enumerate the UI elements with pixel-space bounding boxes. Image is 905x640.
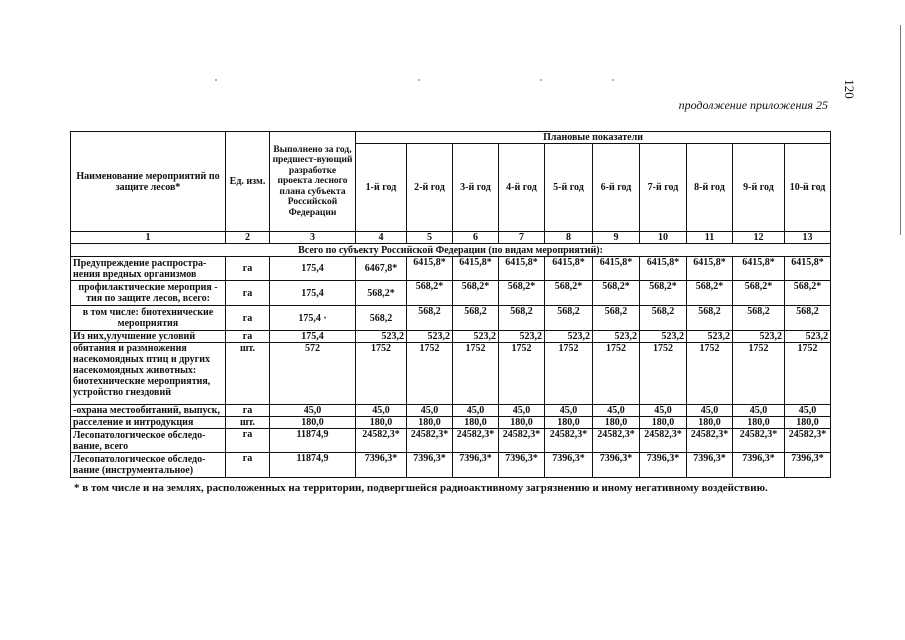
row-value: 45,0 xyxy=(733,405,785,417)
row-value: 1752 xyxy=(499,343,545,405)
row-value: 568,2* xyxy=(733,281,785,306)
row-value: 568,2 xyxy=(687,306,733,331)
row-value: 568,2 xyxy=(785,306,831,331)
col-number: 1 xyxy=(71,232,226,244)
row-value: 568,2 xyxy=(545,306,593,331)
row-name: Из них,улучшение условий xyxy=(71,331,226,343)
row-value: 1752 xyxy=(640,343,687,405)
row-value: 568,2 xyxy=(499,306,545,331)
col-number: 2 xyxy=(226,232,270,244)
row-value: 1752 xyxy=(545,343,593,405)
col-number: 7 xyxy=(499,232,545,244)
row-value: 180,0 xyxy=(545,417,593,429)
row-value: 24582,3* xyxy=(453,429,499,453)
row-value: 1752 xyxy=(733,343,785,405)
row-value: 1752 xyxy=(785,343,831,405)
row-value: 180,0 xyxy=(640,417,687,429)
row-value: 568,2* xyxy=(407,281,453,306)
col-number: 11 xyxy=(687,232,733,244)
row-unit: га xyxy=(226,281,270,306)
row-value: 45,0 xyxy=(593,405,640,417)
col-number: 4 xyxy=(356,232,407,244)
table-row xyxy=(71,281,831,306)
row-value: 180,0 xyxy=(785,417,831,429)
row-name: в том числе: биотехнические мероприятия xyxy=(71,306,226,331)
row-value: 6415,8* xyxy=(687,257,733,281)
row-value: 7396,3* xyxy=(545,453,593,478)
row-value: 45,0 xyxy=(545,405,593,417)
scan-dot xyxy=(612,79,614,81)
row-value: 568,2 xyxy=(356,306,407,331)
row-value: 24582,3* xyxy=(593,429,640,453)
row-value: 568,2 xyxy=(407,306,453,331)
section-title: Всего по субъекту Российской Федерации (по видам мероприятий): xyxy=(71,244,831,257)
col-number: 8 xyxy=(545,232,593,244)
table-row xyxy=(71,405,831,417)
row-value: 523,2 xyxy=(640,331,687,343)
header-unit: Ед. изм. xyxy=(226,132,270,232)
header-year: 7-й год xyxy=(640,144,687,232)
row-value: 45,0 xyxy=(499,405,545,417)
row-value: 1752 xyxy=(407,343,453,405)
row-value: 523,2 xyxy=(785,331,831,343)
row-name: расселение и интродукция xyxy=(71,417,226,429)
row-unit: га xyxy=(226,453,270,478)
row-unit: га xyxy=(226,257,270,281)
row-value: 6415,8* xyxy=(407,257,453,281)
row-done: 175,4 · xyxy=(270,306,356,331)
row-value: 24582,3* xyxy=(545,429,593,453)
row-value: 6415,8* xyxy=(499,257,545,281)
row-unit: шт. xyxy=(226,343,270,405)
row-done: 180,0 xyxy=(270,417,356,429)
row-value: 180,0 xyxy=(499,417,545,429)
header-done: Выполнено за год, предшест-вующий разработке проекта лесного плана субъекта Российской Федерации xyxy=(270,132,356,232)
row-value: 24582,3* xyxy=(640,429,687,453)
row-value: 45,0 xyxy=(407,405,453,417)
row-value: 7396,3* xyxy=(499,453,545,478)
page-number: 120 xyxy=(842,79,857,99)
row-value: 24582,3* xyxy=(407,429,453,453)
row-value: 24582,3* xyxy=(499,429,545,453)
row-value: 523,2 xyxy=(733,331,785,343)
row-value: 568,2 xyxy=(593,306,640,331)
row-value: 568,2* xyxy=(640,281,687,306)
row-value: 6415,8* xyxy=(733,257,785,281)
row-value: 1752 xyxy=(356,343,407,405)
table-row xyxy=(71,306,831,331)
header-year: 3-й год xyxy=(453,144,499,232)
row-value: 1752 xyxy=(687,343,733,405)
row-value: 523,2 xyxy=(499,331,545,343)
row-value: 24582,3* xyxy=(356,429,407,453)
header-year: 10-й год xyxy=(785,144,831,232)
row-unit: га xyxy=(226,429,270,453)
row-unit: га xyxy=(226,331,270,343)
row-value: 7396,3* xyxy=(407,453,453,478)
scan-dot xyxy=(418,79,420,81)
row-value: 568,2* xyxy=(593,281,640,306)
row-value: 45,0 xyxy=(640,405,687,417)
row-done: 175,4 xyxy=(270,257,356,281)
table-row xyxy=(71,417,831,429)
header-year: 9-й год xyxy=(733,144,785,232)
row-name: обитания и размножения насекомоядных птиц и других насекомоядных животных: биотехнические мероприятия, устройство гнездовий xyxy=(71,343,226,405)
row-done: 45,0 xyxy=(270,405,356,417)
row-value: 180,0 xyxy=(407,417,453,429)
row-value: 24582,3* xyxy=(687,429,733,453)
row-value: 180,0 xyxy=(733,417,785,429)
row-value: 1752 xyxy=(593,343,640,405)
row-value: 568,2* xyxy=(545,281,593,306)
forest-protection-table xyxy=(70,131,831,478)
col-number: 3 xyxy=(270,232,356,244)
col-number: 5 xyxy=(407,232,453,244)
table-row xyxy=(71,331,831,343)
row-value: 7396,3* xyxy=(733,453,785,478)
row-value: 180,0 xyxy=(356,417,407,429)
row-done: 11874,9 xyxy=(270,453,356,478)
row-done: 572 xyxy=(270,343,356,405)
footnote: * в том числе и на землях, расположенных на территории, подвергшейся радиоактивному загрязнению и иному негативному воздействию. xyxy=(74,482,768,494)
row-value: 523,2 xyxy=(453,331,499,343)
row-value: 180,0 xyxy=(687,417,733,429)
row-value: 6467,8* xyxy=(356,257,407,281)
row-value: 7396,3* xyxy=(593,453,640,478)
row-name: -охрана местообитаний, выпуск, xyxy=(71,405,226,417)
scan-dot xyxy=(215,79,217,81)
row-unit: га xyxy=(226,405,270,417)
scan-dot xyxy=(540,79,542,81)
row-value: 523,2 xyxy=(687,331,733,343)
row-value: 568,2* xyxy=(453,281,499,306)
row-name: Лесопатологическое обследо-вание, всего xyxy=(71,429,226,453)
header-year: 8-й год xyxy=(687,144,733,232)
row-value: 45,0 xyxy=(453,405,499,417)
row-value: 568,2* xyxy=(687,281,733,306)
row-value: 568,2 xyxy=(733,306,785,331)
table-row xyxy=(71,453,831,478)
col-number: 10 xyxy=(640,232,687,244)
row-value: 523,2 xyxy=(356,331,407,343)
col-number: 13 xyxy=(785,232,831,244)
table-row xyxy=(71,343,831,405)
col-number: 9 xyxy=(593,232,640,244)
row-value: 7396,3* xyxy=(356,453,407,478)
row-value: 6415,8* xyxy=(593,257,640,281)
page-edge-line xyxy=(900,25,901,235)
row-value: 6415,8* xyxy=(453,257,499,281)
header-year: 5-й год xyxy=(545,144,593,232)
table-row xyxy=(71,429,831,453)
header-name: Наименование мероприятий по защите лесов* xyxy=(71,132,226,232)
row-done: 11874,9 xyxy=(270,429,356,453)
row-value: 6415,8* xyxy=(640,257,687,281)
row-unit: га xyxy=(226,306,270,331)
row-name: Лесопатологическое обследо-вание (инструментальное) xyxy=(71,453,226,478)
row-value: 7396,3* xyxy=(785,453,831,478)
row-done: 175,4 xyxy=(270,281,356,306)
header-plan: Плановые показатели xyxy=(356,132,831,144)
row-value: 523,2 xyxy=(407,331,453,343)
row-value: 7396,3* xyxy=(640,453,687,478)
header-year: 1-й год xyxy=(356,144,407,232)
col-number: 6 xyxy=(453,232,499,244)
row-name: профилактические мероприя - тия по защите лесов, всего: xyxy=(71,281,226,306)
row-value: 7396,3* xyxy=(687,453,733,478)
row-value: 568,2* xyxy=(499,281,545,306)
header-year: 4-й год xyxy=(499,144,545,232)
col-number: 12 xyxy=(733,232,785,244)
row-value: 24582,3* xyxy=(785,429,831,453)
row-value: 45,0 xyxy=(356,405,407,417)
row-value: 6415,8* xyxy=(545,257,593,281)
row-value: 45,0 xyxy=(785,405,831,417)
row-value: 523,2 xyxy=(593,331,640,343)
row-value: 568,2 xyxy=(640,306,687,331)
appendix-subtitle: продолжение приложения 25 xyxy=(678,98,828,112)
header-year: 2-й год xyxy=(407,144,453,232)
row-value: 568,2* xyxy=(785,281,831,306)
row-name: Предупреждение распростра-нения вредных организмов xyxy=(71,257,226,281)
row-value: 568,2 xyxy=(453,306,499,331)
row-value: 24582,3* xyxy=(733,429,785,453)
row-value: 523,2 xyxy=(545,331,593,343)
row-value: 568,2* xyxy=(356,281,407,306)
row-unit: шт. xyxy=(226,417,270,429)
header-year: 6-й год xyxy=(593,144,640,232)
table-row xyxy=(71,257,831,281)
row-value: 180,0 xyxy=(453,417,499,429)
row-value: 6415,8* xyxy=(785,257,831,281)
row-value: 1752 xyxy=(453,343,499,405)
row-value: 7396,3* xyxy=(453,453,499,478)
row-done: 175,4 xyxy=(270,331,356,343)
row-value: 45,0 xyxy=(687,405,733,417)
row-value: 180,0 xyxy=(593,417,640,429)
